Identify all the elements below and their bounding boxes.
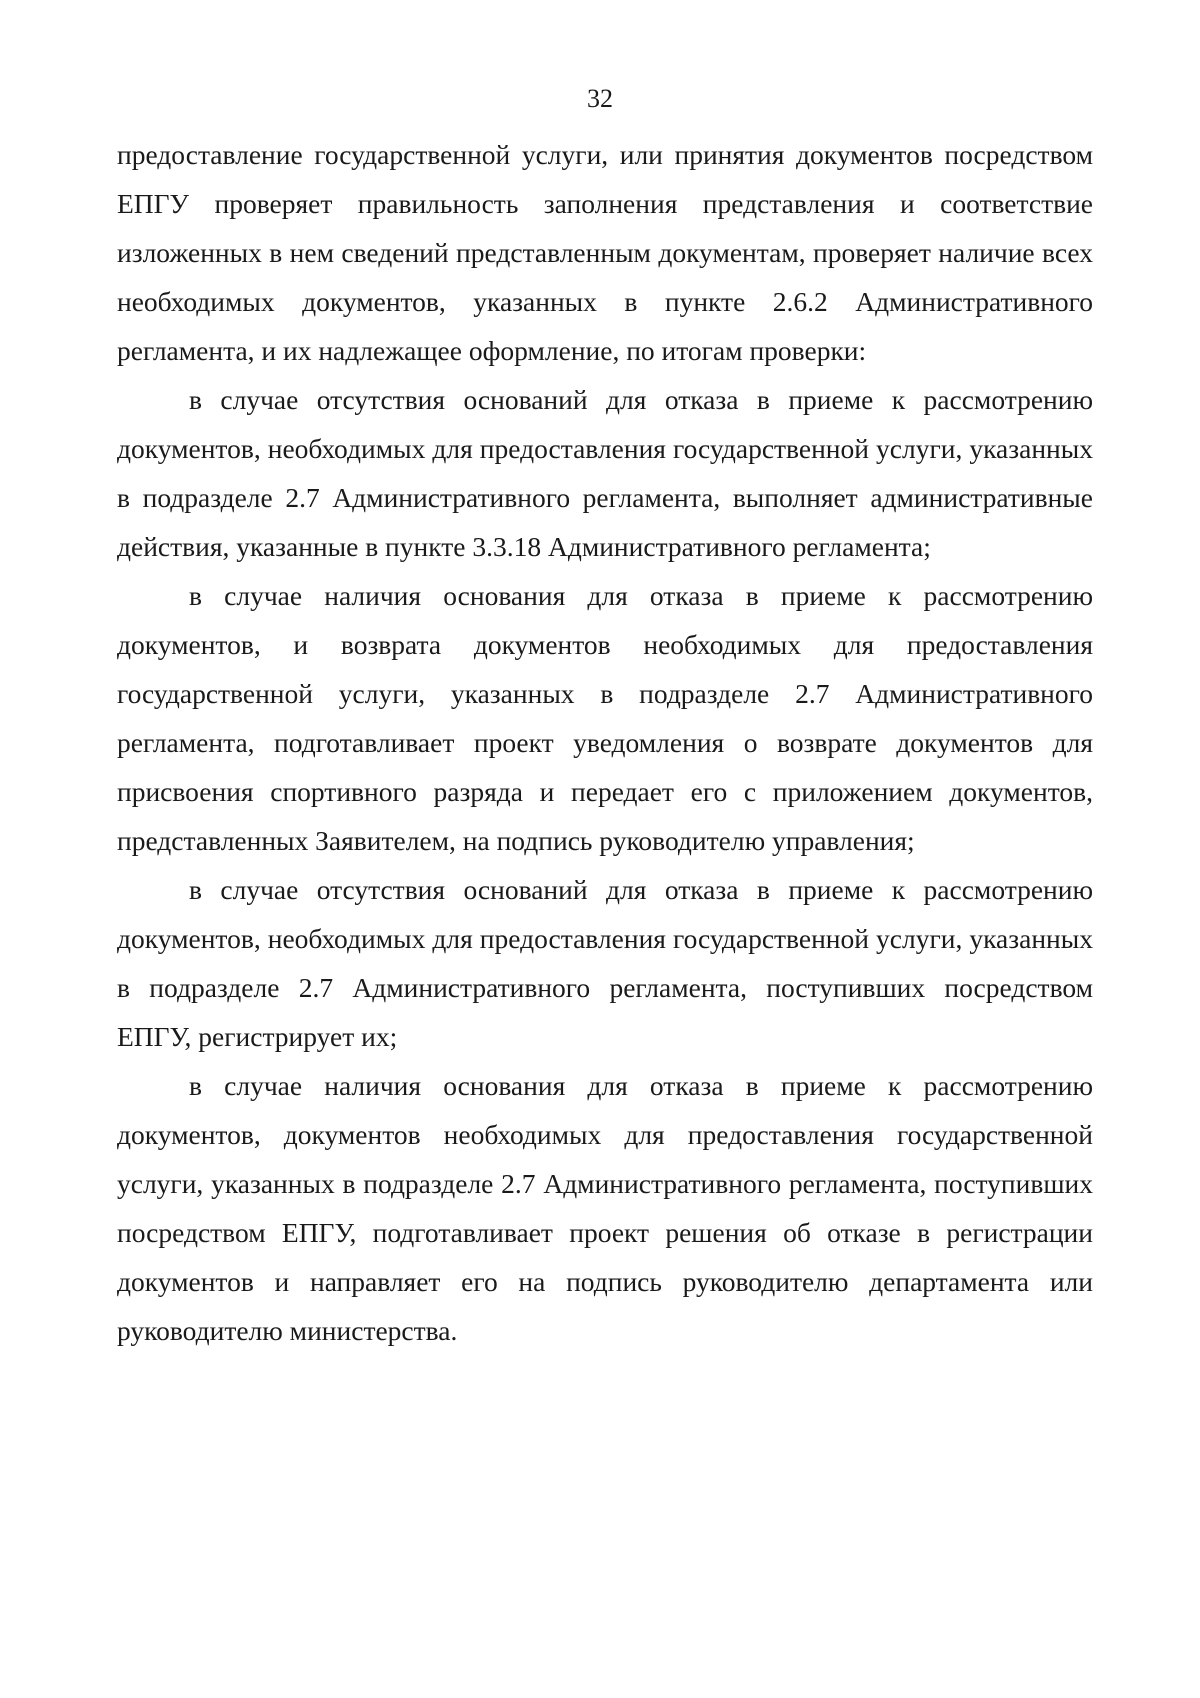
paragraph: в случае наличия основания для отказа в приеме к рассмотрению документов, и возврата документов необходимых для предоставления государственной услуги, указанных в подразделе 2.7 Административного регламента, подготавливает проект уведомления о возврате документов для присвоения спортивного разряда и передает его с приложением документов, представленных Заявителем, на подпись руководителю управления; <box>117 580 1093 856</box>
paragraph-continuation: предоставление государственной услуги, или принятия документов посредством ЕПГУ проверяет правильность заполнения представления и соответствие изложенных в нем сведений представленным документам, проверяет наличие всех необходимых документов, указанных в пункте 2.6.2 Административного регламента, и их надлежащее оформление, по итогам проверки: <box>117 139 1093 366</box>
document-body <box>117 130 1093 1355</box>
paragraph: в случае отсутствия оснований для отказа в приеме к рассмотрению документов, необходимых для предоставления государственной услуги, указанных в подразделе 2.7 Административного регламента, поступивших посредством ЕПГУ, регистрирует их; <box>117 874 1093 1052</box>
paragraph: в случае отсутствия оснований для отказа в приеме к рассмотрению документов, необходимых для предоставления государственной услуги, указанных в подразделе 2.7 Административного регламента, выполняет административные действия, указанные в пункте 3.3.18 Административного регламента; <box>117 384 1093 562</box>
paragraph: в случае наличия основания для отказа в приеме к рассмотрению документов, документов необходимых для предоставления государственной услуги, указанных в подразделе 2.7 Административного регламента, поступивших посредством ЕПГУ, подготавливает проект решения об отказе в регистрации документов и направляет его на подпись руководителю департамента или руководителю министерства. <box>117 1070 1093 1346</box>
page-number: 32 <box>587 84 613 113</box>
